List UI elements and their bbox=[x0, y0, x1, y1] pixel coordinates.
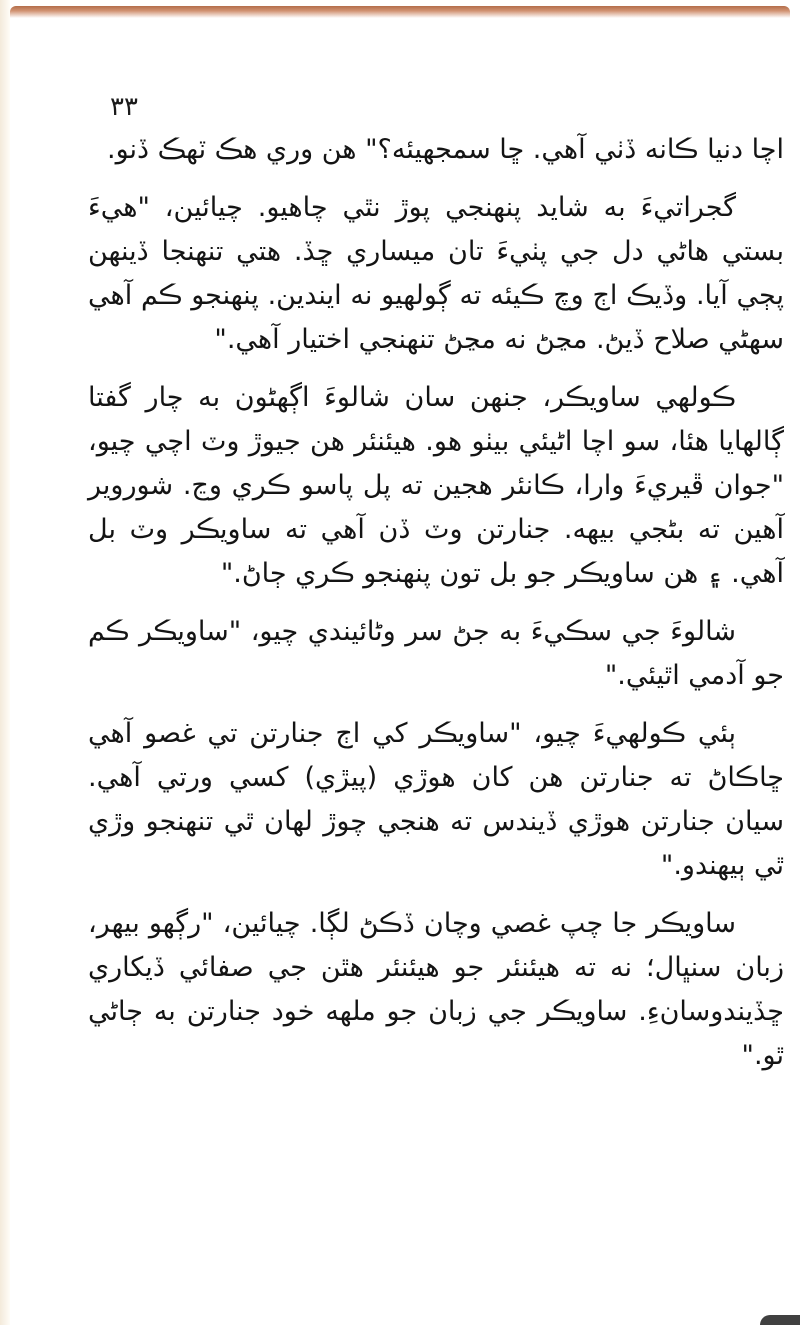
paragraph-1: اچا دنيا ڪانه ڏٺي آهي. ڇا سمجهيئه؟" هن وري هڪ ٽهڪ ڏنو. bbox=[107, 134, 784, 165]
scan-corner-shadow bbox=[760, 1315, 800, 1325]
paragraph-3: ڪولهي ساويڪر، جنهن سان شالوءَ اڳهڻون به چار گفتا ڳالهايا هئا، سو اچا اڻيئي بيٺو هو. هيئنئر هن جيوڙ وٽ اچي چيو، "جوان ڦيريءَ وارا، ڪانئر هجين ته پل پاسو ڪري وڃ. شوروير آهين ته بڻجي بيهه. جنارتن وٽ ڏن آهي ته ساويڪر وٽ بل آهي. ۽ هن ساويڪر جو بل تون پنهنجو ڪري ڄاڻ." bbox=[88, 382, 784, 589]
paragraph-2: گجراتيءَ به شايد پنهنجي پوڙ نٿي چاهيو. چيائين، "هيءَ بستي هاڻي دل جي پٺيءَ تان ميساري ڇڏ. هتي تنهنجا ڏينهن پڄي آيا. وڏيڪ اڄ وچ ڪيئه ته ڳولهيو نه ايندين. پنهنجو ڪم آهي سهڻي صلاح ڏيڻ. مڃڻ نه مڃڻ تنهنجي اختيار آهي." bbox=[88, 192, 784, 355]
page-number: ٣٣ bbox=[110, 92, 138, 122]
page-body-text bbox=[88, 128, 784, 1092]
page-binding-shadow bbox=[0, 0, 10, 1325]
paragraph-4: شالوءَ جي سڪيءَ به جڻ سر وڻائيندي چيو، "ساويڪر ڪم جو آدمي اٿيئي." bbox=[88, 616, 784, 691]
paragraph-5: ٻئي ڪولهيءَ چيو، "ساويڪر کي اڄ جنارتن تي غصو آهي ڇاڪاڻ ته جنارتن هن کان هوڙي (پيڙي) کسي ورتي آهي. سيان جنارتن هوڙي ڏيندس ته هنجي چوڙ لهان ٿي تنهنجو وڙي ٿي ٻيهندو." bbox=[88, 718, 784, 881]
page-top-edge-stain bbox=[10, 6, 790, 18]
paragraph-6: ساويڪر جا چپ غصي وچان ڏڪڻ لڳا. چيائين، "رڳهو بيهر، زبان سنڀال؛ نه ته هيئنئر جو هيئنئر هٿن جي صفائي ڏيکاري ڇڏيندوسانءِ. ساويڪر جي زبان جو ملهه خود جنارتن به ڄاڻي ٿو." bbox=[88, 908, 784, 1071]
